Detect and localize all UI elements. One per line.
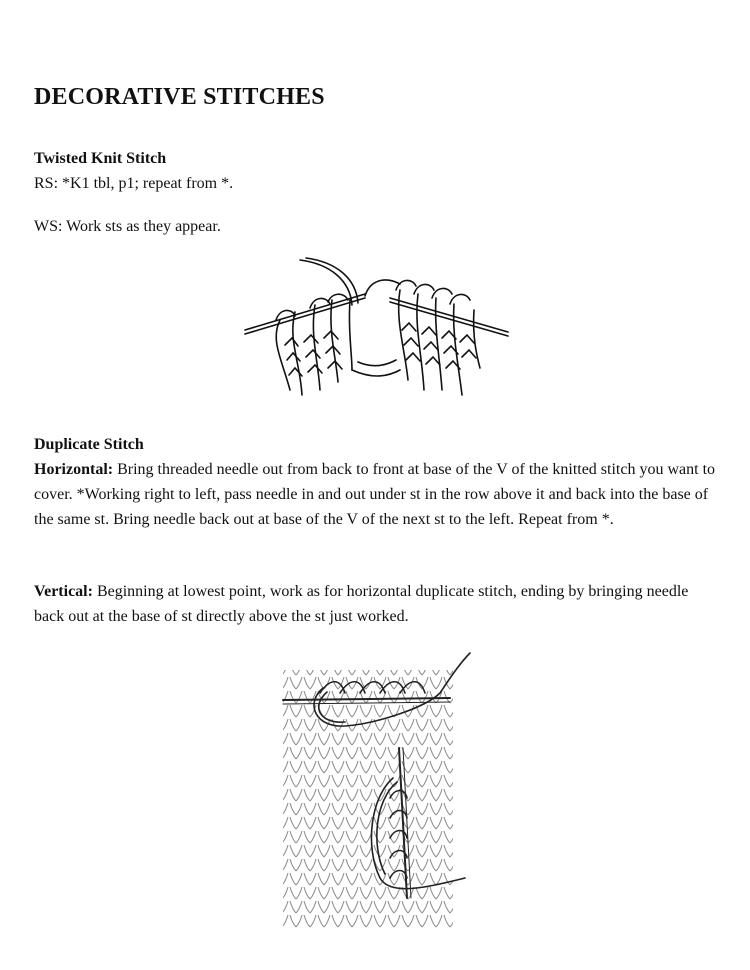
twisted-knit-ws-block (34, 214, 718, 239)
vertical-section (34, 579, 718, 629)
twisted-knit-stitch-illustration (240, 250, 515, 405)
twisted-knit-heading: Twisted Knit Stitch (34, 150, 167, 167)
duplicate-stitch-heading: Duplicate Stitch (34, 436, 144, 453)
twisted-knit-ws-row: WS: Work sts as they appear. (34, 218, 221, 235)
twisted-knit-rs-row: RS: *K1 tbl, p1; repeat from *. (34, 175, 234, 192)
horizontal-paragraph (34, 457, 718, 532)
vertical-text: Beginning at lowest point, work as for horizontal duplicate stitch, ending by bringing needle back out at the base of st directly above the st just worked. (34, 583, 689, 625)
horizontal-label: Horizontal: (34, 461, 114, 478)
vertical-label: Vertical: (34, 583, 93, 600)
duplicate-stitch-section (34, 432, 718, 532)
duplicate-stitch-illustration (275, 648, 475, 930)
horizontal-text: Bring threaded needle out from back to front at base of the V of the knitted stitch you want to cover. *Working right to left, pass needle in and out under st in the row above it and back into the base of the same st. Bring needle back out at base of the V of the next st to the left. Repeat from *. (34, 461, 716, 528)
vertical-paragraph (34, 579, 718, 629)
twisted-knit-section (34, 146, 718, 196)
page-title: DECORATIVE STITCHES (34, 84, 325, 110)
